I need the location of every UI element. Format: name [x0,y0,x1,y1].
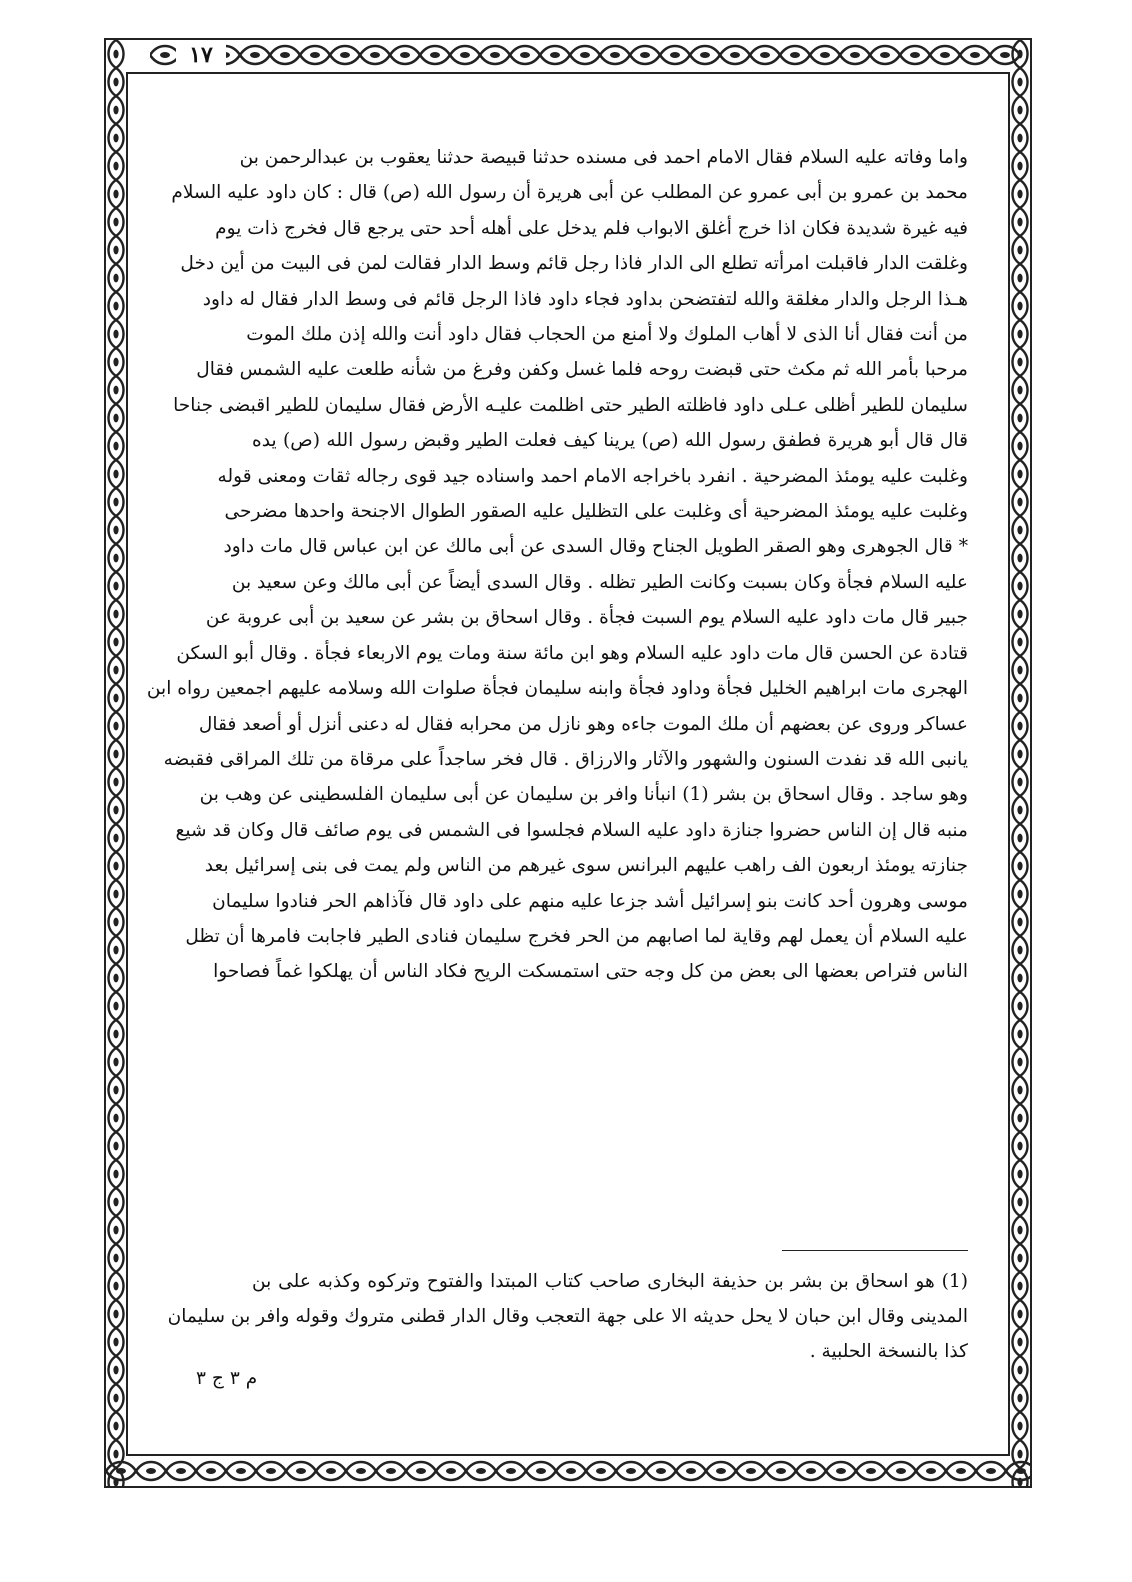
text-line: جنازته يومئذ اربعون الف راهب عليهم البرانس سوى غيرهم من الناس ولم يمت فى بنى إسرائيل بعد [204,855,968,877]
text-line: هـذا الرجل والدار مغلقة والله لتفتضحن بداود فجاء داود فاذا الرجل قائم فى وسط الدار فقال له داود [202,288,968,310]
text-line: جبير قال مات داود عليه السلام يوم السبت فجأة . وقال اسحاق بن بشر عن سعيد بن أبى عروبة عن [205,607,968,629]
footnote-separator [782,1250,968,1251]
text-line: منبه قال إن الناس حضروا جنازة داود عليه السلام فجلسوا فى الشمس فى يوم صائف قال وكان قد شيع [175,819,968,841]
page-number: ١٧ [176,40,226,70]
text-line: وغلبت عليه يومئذ المضرحية . انفرد باخراجه الامام احمد واسناده جيد قوى رجاله ثقات ومعنى قوله [217,465,968,487]
text-line: قتادة عن الحسن قال مات داود عليه السلام وهو ابن مائة سنة ومات يوم الاربعاء فجأة . وقال أبو السكن [176,642,968,664]
text-line: سليمان للطير أظلى عـلى داود فاظلته الطير حتى اظلمت عليـه الأرض فقال سليمان للطير اقبضى جناحا [173,394,968,416]
text-line: فيه غيرة شديدة فكان اذا خرج أغلق الابواب فلم يدخل على أهله أحد حتى يرجع قال فخرج ذات يوم [215,217,968,239]
footnote-line: كذا بالنسخة الحلبية . [809,1341,968,1362]
text-line: * قال الجوهرى وهو الصقر الطويل الجناح وقال السدى عن أبى مالك عن ابن عباس قال مات داود [223,536,968,558]
text-line: من أنت فقال أنا الذى لا أهاب الملوك ولا أمنع من الحجاب فقال داود أنت والله إذن ملك الموت [246,324,968,346]
text-line: واما وفاته عليه السلام فقال الامام احمد فى مسنده حدثنا قبيصة حدثنا يعقوب بن عبدالرحمن بن [239,147,968,168]
text-line: محمد بن عمرو بن أبى عمرو عن المطلب عن أبى هريرة أن رسول الله (ص) قال : كان داود عليه السلام [171,182,968,204]
ornament-band-left [106,40,126,1486]
text-line: وغلبت عليه يومئذ المضرحية أى وغلبت على التظليل عليه الصقور الطوال الاجنحة واحدها مضرحى [224,501,968,523]
footnote-line: المدينى وقال ابن حبان لا يحل حديثه الا على جهة التعجب وقال الدار قطنى متروك وقوله وافر بن سليمان [167,1306,968,1327]
text-line: عساكر وروى عن بعضهم أن ملك الموت جاءه وهو نازل من محرابه فقال له دعنى أنزل أو أصعد فقال [198,713,968,735]
ornament-band-right [1010,40,1030,1486]
text-line: مرحبا بأمر الله ثم مكث حتى قبضت روحه فلما غسل وكفن وفرغ من شأنه طلعت عليه الشمس فقال [196,359,968,381]
text-line: يانبى الله قد نفدت السنون والشهور والآثار والارزاق . قال فخر ساجداً على مرقاة من تلك المراقى فقبضه [163,748,968,770]
footnote-line: (1) هو اسحاق بن بشر بن حذيفة البخارى صاحب كتاب المبتدا والفتوح وتركوه وكذبه على بن [252,1271,968,1292]
footnote [167,1264,968,1369]
text-line: قال قال أبو هريرة فطفق رسول الله (ص) يرينا كيف فعلت الطير وقبض رسول الله (ص) يده [252,430,968,452]
text-line: عليه السلام أن يعمل لهم وقاية لما اصابهم من الحر فخرج سليمان فنادى الطير فاجابت فامرها أن تظل [185,925,968,947]
ornament-band-bottom [106,1456,1030,1486]
main-text [146,140,968,990]
ornament-band-top [150,40,1020,70]
text-line: عليه السلام فجأة وكان بسبت وكانت الطير تظله . وقال السدى أيضاً عن أبى مالك وعن سعيد بن [231,571,968,593]
text-line: الناس فتراص بعضها الى بعض من كل وجه حتى استمسكت الريح فكاد الناس أن يهلكوا غماً فصاحوا [213,961,968,983]
text-line: وغلقت الدار فاقبلت امرأته تطلع الى الدار فاذا رجل قائم وسط الدار فقالت لمن فى البيت من أين دخل [180,253,968,275]
text-line: وهو ساجد . وقال اسحاق بن بشر (1) انبأنا وافر بن سليمان عن أبى سليمان الفلسطينى عن وهب بن [199,784,968,806]
signature-mark: م ٣ ج ٣ [196,1368,258,1389]
text-line: الهجرى مات ابراهيم الخليل فجأة وداود فجأة وابنه سليمان فجأة صلوات الله وسلامه عليهم اجمعين رواه ابن [146,678,968,700]
text-line: موسى وهرون أحد كانت بنو إسرائيل أشد جزعا عليه منهم على داود قال فآذاهم الحر فنادوا سليمان [212,890,968,912]
